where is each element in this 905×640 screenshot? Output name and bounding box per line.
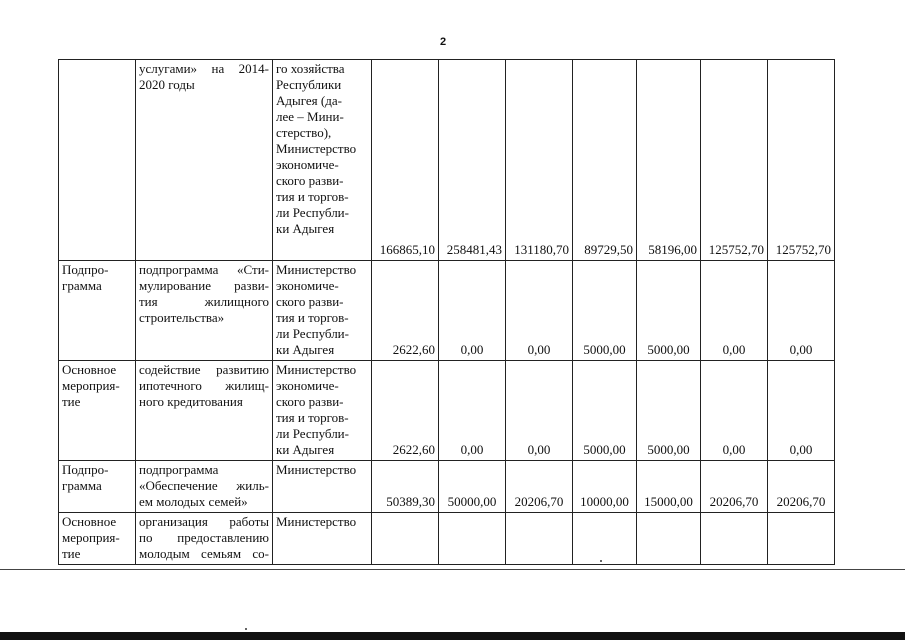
funding-value-cell: 0,00 [701, 261, 768, 361]
executor-text: Адыгея (да- [276, 93, 342, 108]
executor-text: Министерство [276, 514, 357, 529]
funding-value-cell: 0,00 [439, 261, 506, 361]
program-name-cell [136, 361, 273, 461]
funding-value-cell [573, 513, 637, 565]
row-type-text: тие [62, 394, 81, 409]
row-type-text: грамма [62, 478, 102, 493]
row-type-text: мероприя- [62, 378, 120, 393]
executor-text: тия и торгов- [276, 310, 349, 325]
program-name-text: услугами» на 2014- [139, 61, 269, 76]
program-name-text: тия жилищного [139, 294, 269, 309]
funding-value-cell: 50000,00 [439, 461, 506, 513]
program-name-cell [136, 513, 273, 565]
funding-value-cell: 5000,00 [637, 261, 701, 361]
funding-value-cell: 131180,70 [506, 60, 573, 261]
executor-text: ки Адыгея [276, 342, 335, 357]
program-name-text: организация работы [139, 514, 269, 529]
program-name-text: подпрограмма [139, 462, 219, 477]
funding-value-cell: 0,00 [506, 361, 573, 461]
funding-value-cell: 89729,50 [573, 60, 637, 261]
scan-speck [245, 628, 247, 630]
row-type-text: тие [62, 546, 81, 561]
executor-text: лее – Мини- [276, 109, 344, 124]
funding-value-cell: 125752,70 [768, 60, 835, 261]
funding-value-cell [768, 513, 835, 565]
scan-border [0, 632, 905, 640]
program-name-text: молодым семьям со- [139, 546, 269, 561]
row-type-cell [59, 261, 136, 361]
funding-value-cell: 5000,00 [573, 261, 637, 361]
program-name-text: по предоставлению [139, 530, 269, 545]
program-name-cell [136, 60, 273, 261]
funding-value-cell: 15000,00 [637, 461, 701, 513]
row-type-text: мероприя- [62, 530, 120, 545]
funding-value-cell: 166865,10 [372, 60, 439, 261]
funding-value-cell [637, 513, 701, 565]
funding-value-cell: 10000,00 [573, 461, 637, 513]
funding-value-cell: 125752,70 [701, 60, 768, 261]
executor-text: ли Республи- [276, 426, 349, 441]
executor-text: экономиче- [276, 278, 339, 293]
scan-speck [600, 560, 602, 562]
funding-value-cell: 20206,70 [506, 461, 573, 513]
row-type-text: Основное [62, 362, 117, 377]
executor-text: экономиче- [276, 378, 339, 393]
program-name-text: мулирование разви- [139, 278, 269, 293]
funding-value-cell: 5000,00 [573, 361, 637, 461]
funding-value-cell [506, 513, 573, 565]
funding-value-cell: 258481,43 [439, 60, 506, 261]
executor-text: ли Республи- [276, 326, 349, 341]
row-type-text: грамма [62, 278, 102, 293]
funding-value-cell: 2622,60 [372, 261, 439, 361]
page-cut-line [0, 569, 905, 570]
table-row [59, 261, 835, 361]
funding-value-cell: 0,00 [506, 261, 573, 361]
funding-value-cell: 20206,70 [768, 461, 835, 513]
table-row [59, 60, 835, 261]
executor-text: тия и торгов- [276, 410, 349, 425]
funding-value-cell: 20206,70 [701, 461, 768, 513]
executor-cell [273, 361, 372, 461]
executor-text: ки Адыгея [276, 221, 335, 236]
table-row [59, 461, 835, 513]
funding-value-cell: 5000,00 [637, 361, 701, 461]
program-name-text: подпрограмма «Сти- [139, 262, 269, 277]
executor-text: Республики [276, 77, 342, 92]
page-number: 2 [440, 36, 447, 48]
program-name-cell [136, 261, 273, 361]
program-name-text: ем молодых семей» [139, 494, 248, 509]
row-type-cell [59, 60, 136, 261]
executor-text: Министерство [276, 462, 357, 477]
funding-value-cell [701, 513, 768, 565]
row-type-text: Подпро- [62, 262, 109, 277]
funding-value-cell: 0,00 [701, 361, 768, 461]
executor-text: Министерство [276, 141, 357, 156]
executor-cell [273, 261, 372, 361]
program-name-text: ного кредитования [139, 394, 243, 409]
table-row [59, 361, 835, 461]
funding-value-cell [372, 513, 439, 565]
row-type-text: Основное [62, 514, 117, 529]
table-row [59, 513, 835, 565]
funding-value-cell: 0,00 [768, 361, 835, 461]
executor-text: Министерство [276, 262, 357, 277]
executor-cell [273, 461, 372, 513]
row-type-cell [59, 361, 136, 461]
program-name-text: ипотечного жилищ- [139, 378, 269, 393]
executor-text: ского разви- [276, 173, 344, 188]
executor-text: ского разви- [276, 394, 344, 409]
executor-text: тия и торгов- [276, 189, 349, 204]
row-type-cell [59, 513, 136, 565]
program-name-cell [136, 461, 273, 513]
executor-text: ки Адыгея [276, 442, 335, 457]
program-name-text: «Обеспечение жиль- [139, 478, 269, 493]
row-type-cell [59, 461, 136, 513]
executor-text: го хозяйства [276, 61, 345, 76]
funding-value-cell: 58196,00 [637, 60, 701, 261]
funding-value-cell: 0,00 [768, 261, 835, 361]
funding-value-cell [439, 513, 506, 565]
funding-value-cell: 0,00 [439, 361, 506, 461]
executor-text: стерство), [276, 125, 332, 140]
funding-value-cell: 50389,30 [372, 461, 439, 513]
executor-cell [273, 60, 372, 261]
executor-text: ли Республи- [276, 205, 349, 220]
budget-table [58, 59, 835, 565]
executor-text: экономиче- [276, 157, 339, 172]
executor-cell [273, 513, 372, 565]
program-name-text: строительства» [139, 310, 225, 325]
program-name-text: содействие развитию [139, 362, 269, 377]
executor-text: ского разви- [276, 294, 344, 309]
executor-text: Министерство [276, 362, 357, 377]
program-name-text: 2020 годы [139, 77, 195, 92]
funding-value-cell: 2622,60 [372, 361, 439, 461]
row-type-text: Подпро- [62, 462, 109, 477]
